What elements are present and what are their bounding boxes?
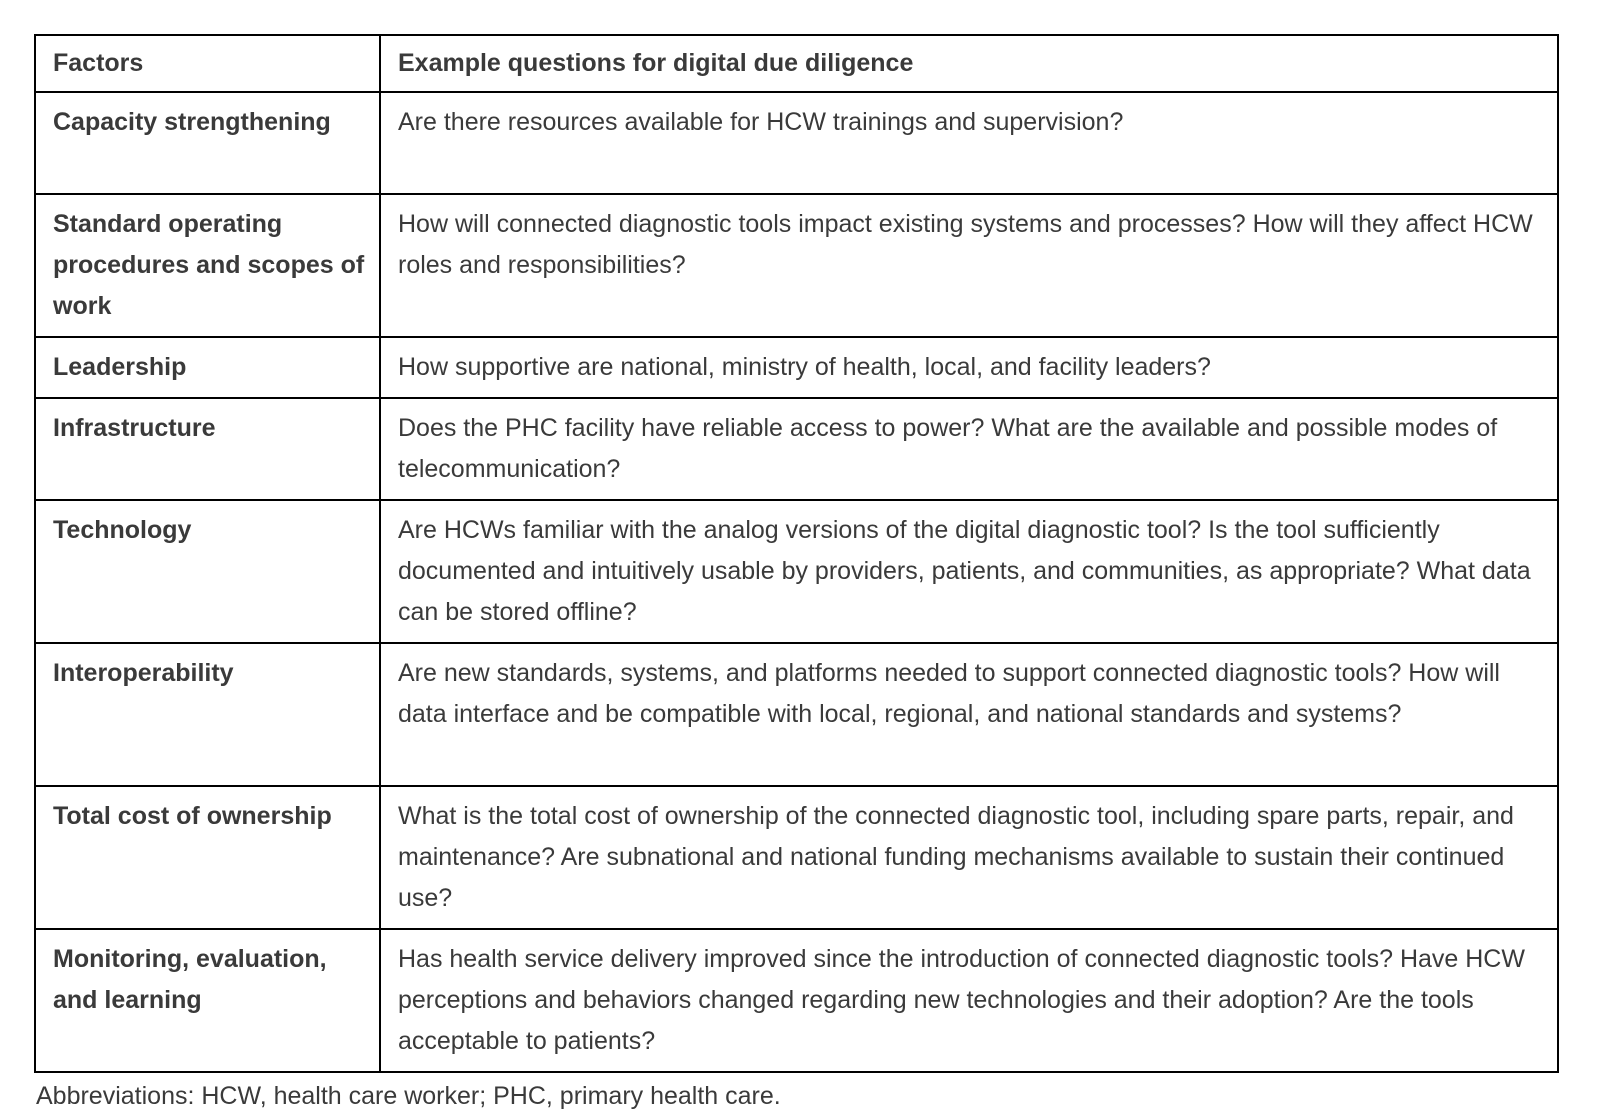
table-header (35, 35, 1558, 92)
question-leadership: How supportive are national, ministry of health, local, and facility leaders? (380, 337, 1558, 398)
question-standard-operating-procedures: How will connected diagnostic tools impact existing systems and processes? How will they affect HCW roles and responsibilities? (380, 194, 1558, 337)
question-infrastructure: Does the PHC facility have reliable access to power? What are the available and possible modes of telecommunication? (380, 398, 1558, 500)
table-row (35, 929, 1558, 1072)
table-row (35, 92, 1558, 194)
factor-leadership: Leadership (35, 337, 380, 398)
factor-total-cost-of-ownership: Total cost of ownership (35, 786, 380, 929)
factor-infrastructure: Infrastructure (35, 398, 380, 500)
table-header-row (35, 35, 1558, 92)
factor-technology: Technology (35, 500, 380, 643)
table-row (35, 337, 1558, 398)
table-body (35, 92, 1558, 1072)
factor-capacity-strengthening: Capacity strengthening (35, 92, 380, 194)
table-footnote-abbreviations: Abbreviations: HCW, health care worker; PHC, primary health care. (36, 1082, 781, 1110)
table-row (35, 643, 1558, 786)
table-row (35, 398, 1558, 500)
question-technology: Are HCWs familiar with the analog versions of the digital diagnostic tool? Is the tool sufficiently documented and intuitively usable by providers, patients, and communities, as appropriate? What data can be stored offline? (380, 500, 1558, 643)
table-row (35, 786, 1558, 929)
question-interoperability: Are new standards, systems, and platforms needed to support connected diagnostic tools? How will data interface and be compatible with local, regional, and national standards and systems? (380, 643, 1558, 786)
table-row (35, 500, 1558, 643)
column-header-factors: Factors (35, 35, 380, 92)
question-monitoring-evaluation-learning: Has health service delivery improved since the introduction of connected diagnostic tools? Have HCW perceptions and behaviors changed regarding new technologies and their adoption? Are the tools acceptable to patients? (380, 929, 1558, 1072)
table-row (35, 194, 1558, 337)
column-header-questions: Example questions for digital due diligence (380, 35, 1558, 92)
factor-standard-operating-procedures: Standard operating procedures and scopes of work (35, 194, 380, 337)
digital-due-diligence-table (34, 34, 1559, 1073)
question-capacity-strengthening: Are there resources available for HCW trainings and supervision? (380, 92, 1558, 194)
question-total-cost-of-ownership: What is the total cost of ownership of the connected diagnostic tool, including spare parts, repair, and maintenance? Are subnational and national funding mechanisms available to sustain their continued use? (380, 786, 1558, 929)
factor-interoperability: Interoperability (35, 643, 380, 786)
factor-monitoring-evaluation-learning: Monitoring, evaluation, and learning (35, 929, 380, 1072)
